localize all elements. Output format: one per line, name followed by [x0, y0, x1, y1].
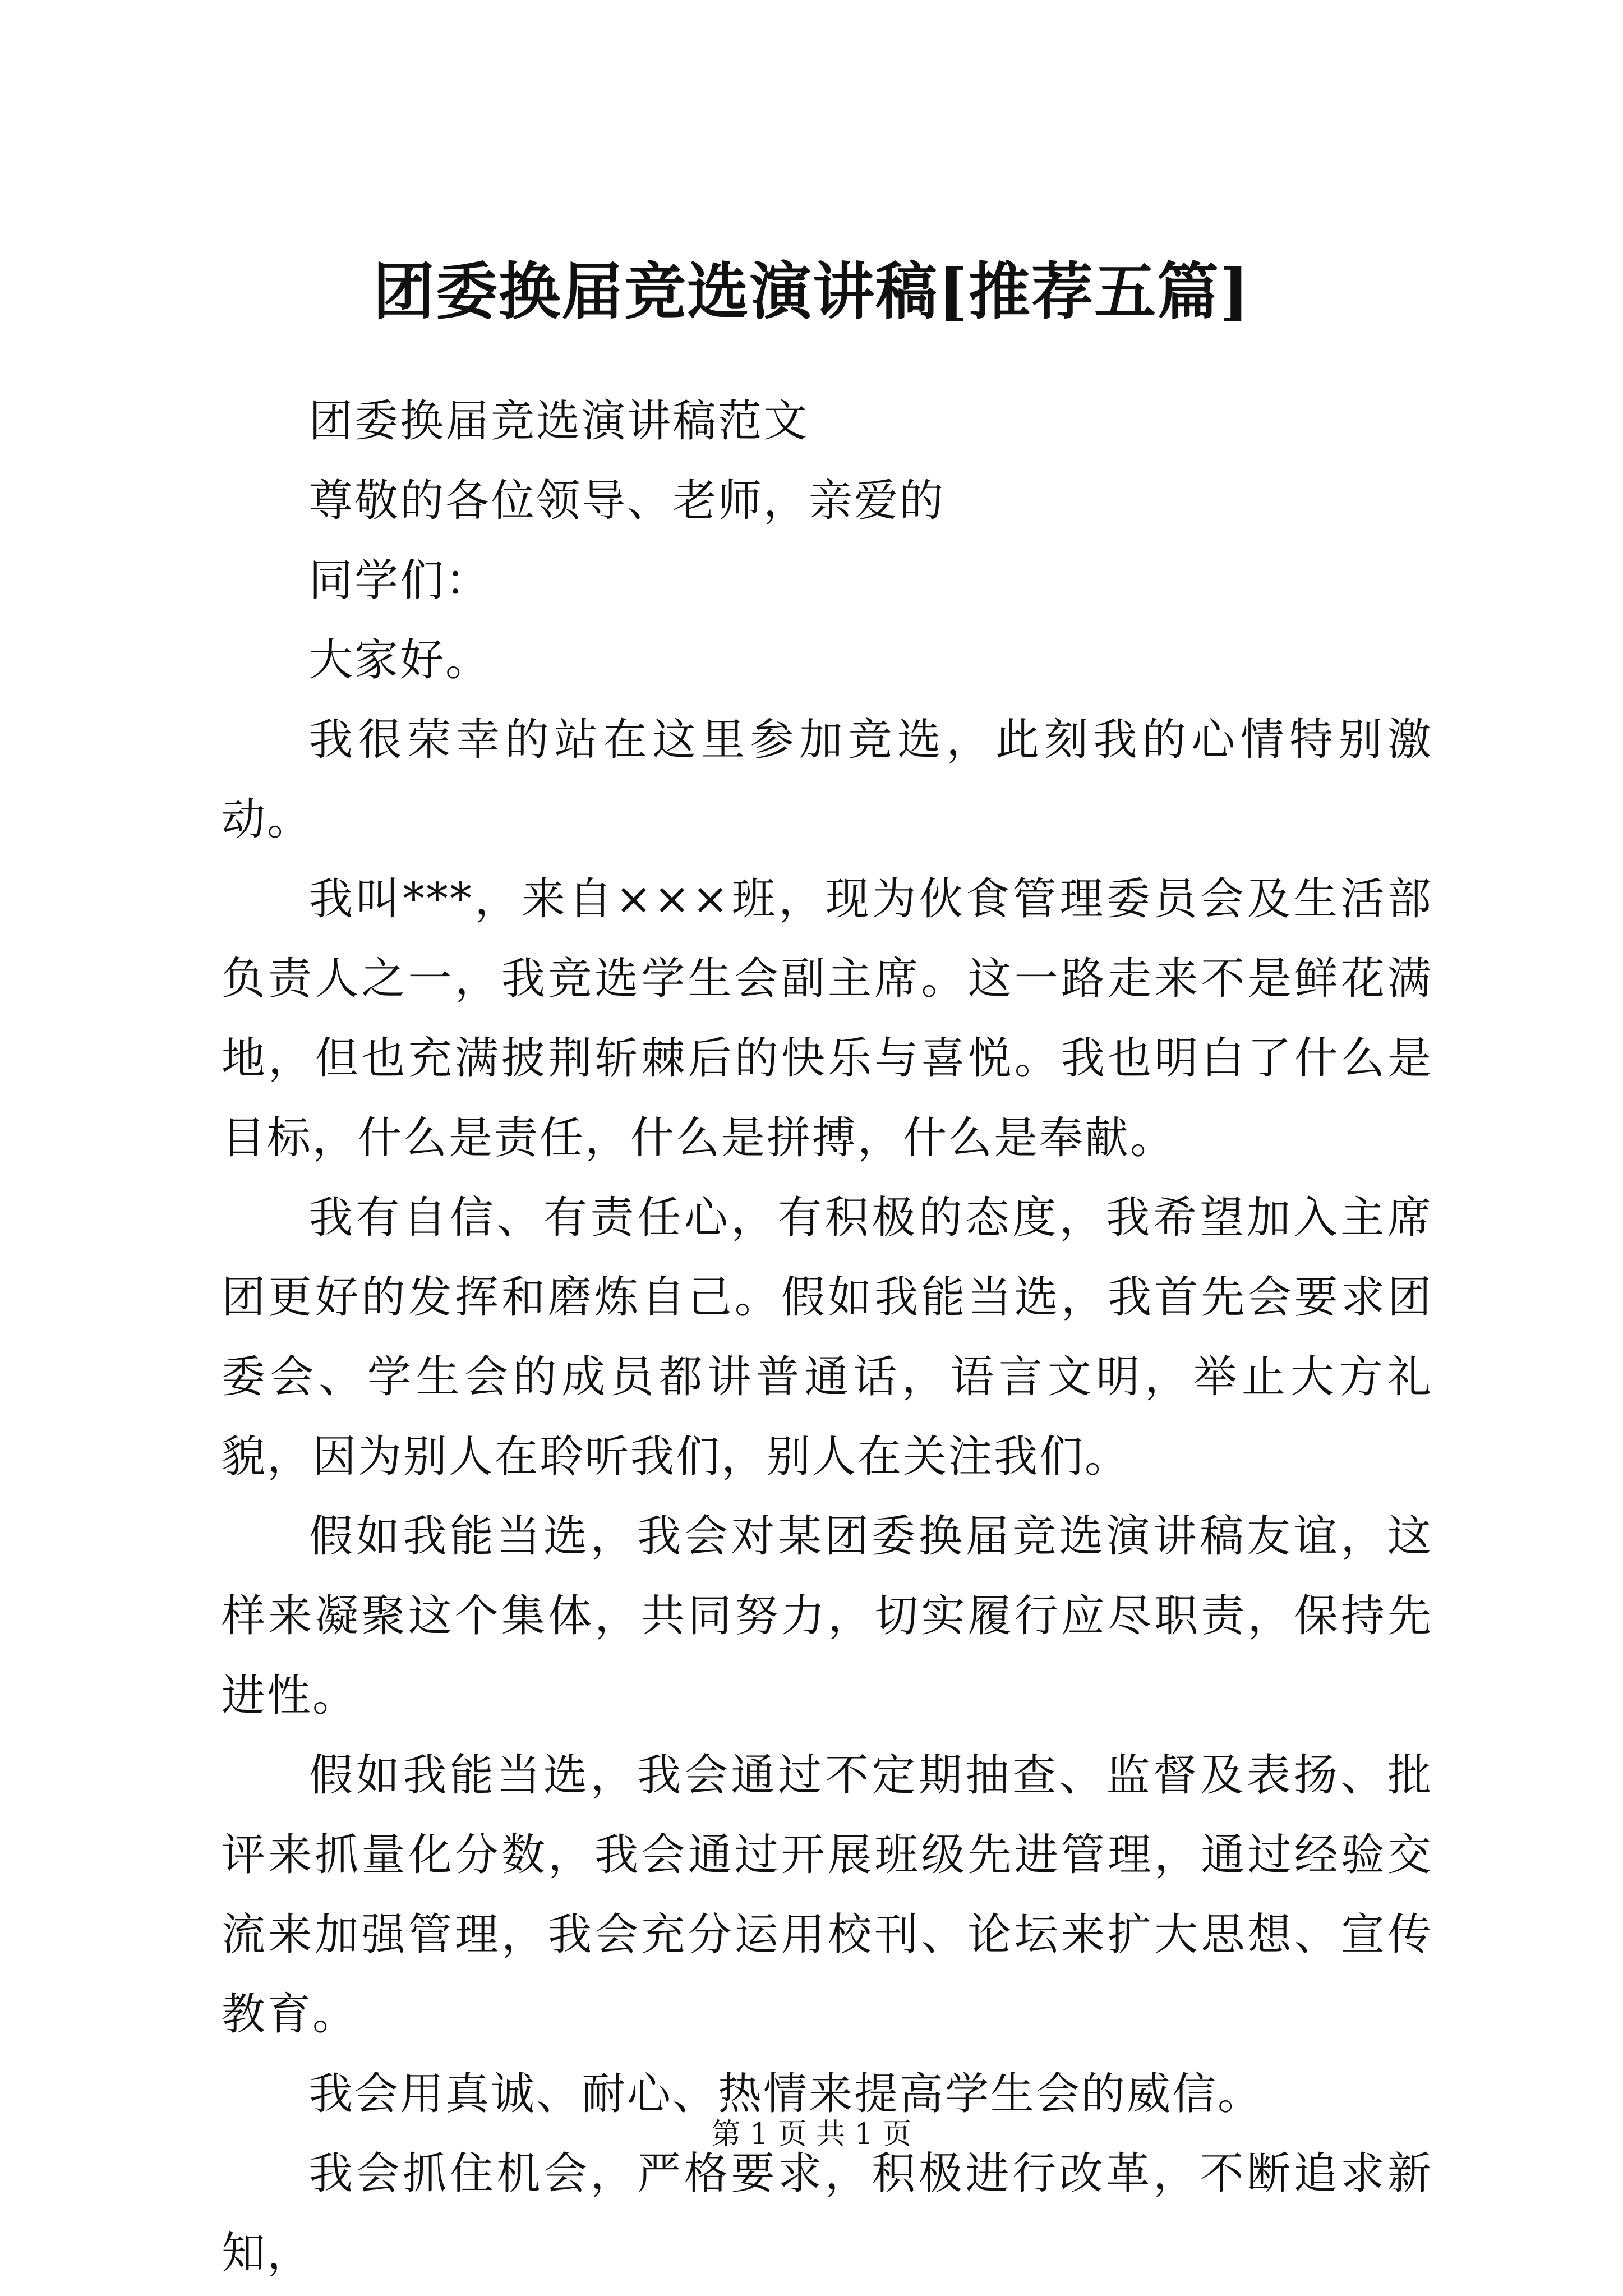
page-footer: 第 1 页 共 1 页	[711, 2118, 912, 2151]
document-title: 团委换届竞选演讲稿[推荐五篇]	[372, 255, 1251, 328]
paragraph: 假如我能当选，我会通过不定期抽查、监督及表扬、批评来抓量化分数，我会通过开展班级先进管理，通过经验交流来加强管理，我会充分运用校刊、论坛来扩大思想、宣传教育。	[222, 1750, 1433, 2040]
paragraph: 团委换届竞选演讲稿范文	[309, 396, 809, 447]
paragraph: 我有自信、有责任心，有积极的态度，我希望加入主席团更好的发挥和磨炼自己。假如我能当选，我首先会要求团委会、学生会的成员都讲普通话，语言文明，举止大方礼貌，因为别人在聆听我们，别人在关注我们。	[222, 1193, 1433, 1482]
paragraph: 假如我能当选，我会对某团委换届竞选演讲稿友谊，这样来凝聚这个集体，共同努力，切实履行应尽职责，保持先进性。	[222, 1511, 1433, 1721]
paragraph: 我叫***，来自×××班，现为伙食管理委员会及生活部负责人之一，我竞选学生会副主席。这一路走来不是鲜花满地，但也充满披荆斩棘后的快乐与喜悦。我也明白了什么是目标，什么是责任，什么是拼搏，什么是奉献。	[222, 874, 1433, 1163]
document-body	[222, 381, 1433, 2293]
paragraph: 我会用真诚、耐心、热情来提高学生会的威信。	[309, 2069, 1264, 2119]
paragraph: 大家好。	[309, 635, 491, 685]
paragraph: 我会抓住机会，严格要求，积极进行改革，不断追求新知，	[222, 2148, 1433, 2279]
paragraph: 我很荣幸的站在这里参加竞选，此刻我的心情特别激动。	[222, 715, 1433, 845]
paragraph: 同学们：	[309, 555, 491, 606]
paragraph: 尊敬的各位领导、老师，亲爱的	[309, 476, 946, 526]
